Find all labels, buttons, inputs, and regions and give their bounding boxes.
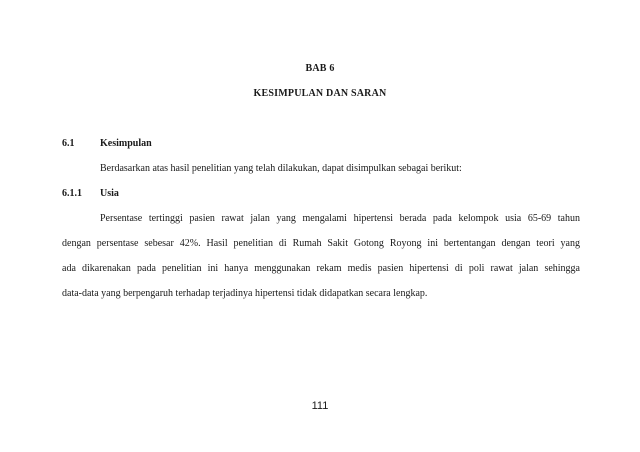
section-heading [62,138,152,149]
page-number: 111 [311,400,329,412]
chapter-number: BAB 6 [305,63,335,74]
subsection-title: Usia [100,188,119,199]
chapter-title: KESIMPULAN DAN SARAN [253,88,387,99]
paragraph-line-4: data-data yang berpengaruh terhadap terjadinya hipertensi tidak didapatkan secara lengkap. [62,288,428,299]
section-title: Kesimpulan [100,138,152,149]
subsection-heading [62,188,119,199]
section-number: 6.1 [62,138,75,149]
paragraph-line-3: ada dikarenakan pada penelitian ini hanya menggunakan rekam medis pasien hipertensi di poli rawat jalan sehingga [62,263,580,274]
paragraph-line-1: Persentase tertinggi pasien rawat jalan yang mengalami hipertensi berada pada kelompok usia 65-69 tahun [100,213,580,224]
paragraph-line-2: dengan persentase sebesar 42%. Hasil penelitian di Rumah Sakit Gotong Royong ini bertentangan dengan teori yang [62,238,580,249]
section-intro: Berdasarkan atas hasil penelitian yang telah dilakukan, dapat disimpulkan sebagai berikut: [100,163,462,174]
subsection-number: 6.1.1 [62,188,82,199]
